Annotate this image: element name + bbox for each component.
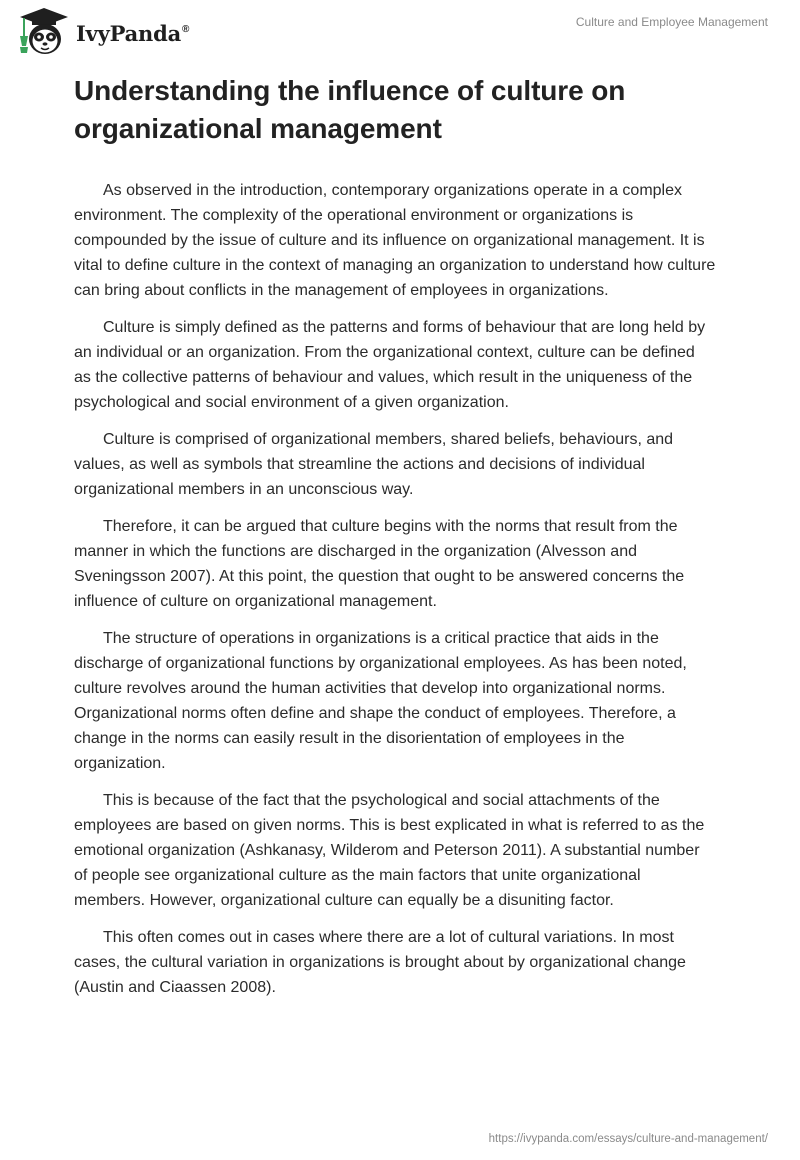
- paragraph: This often comes out in cases where there are a lot of cultural variations. In most cases, the cultural variation in organizations is brought about by organizational change (Austin and Ciaassen 2008).: [74, 929, 686, 996]
- paragraph: Culture is simply defined as the patterns and forms of behaviour that are long held by an individual or an organization. From the organizational context, culture can be defined as the collective patterns of behaviour and values, which result in the uniqueness of the psychological and social environment of a given organization.: [74, 319, 706, 411]
- source-url-link[interactable]: https://ivypanda.com/essays/culture-and-management/: [488, 1133, 768, 1145]
- paragraph: As observed in the introduction, contemporary organizations operate in a complex environment. The complexity of the operational environment or organizations is compounded by the issue of culture and its influence on organizational management. It is vital to define culture in the context of managing an organization to understand how culture can bring about conflicts in the management of employees in organizations.: [74, 182, 716, 299]
- paragraph: This is because of the fact that the psychological and social attachments of the employees are based on given norms. This is best explicated in what is referred to as the emotional organization (Ashkanasy, Wilderom and Peterson 2011). A substantial number of people see organizational culture as the main factors that unite organizational members. However, organizational culture can equally be a disuniting factor.: [74, 792, 705, 909]
- ivypanda-logo[interactable]: [16, 6, 189, 58]
- page-header: [0, 0, 800, 64]
- registered-mark: ®: [182, 23, 190, 35]
- article-heading: Understanding the influence of culture on organizational management: [74, 75, 626, 144]
- paragraph: Culture is comprised of organizational members, shared beliefs, behaviours, and values, as well as symbols that streamline the actions and decisions of individual organizational members in an unconscious way.: [74, 431, 674, 498]
- paragraph: The structure of operations in organizations is a critical practice that aids in the discharge of organizational functions by organizational employees. As has been noted, culture revolves around the human activities that develop into organizational norms. Organizational norms often define and shape the conduct of employees. Therefore, a change in the norms can easily result in the disorientation of employees in the organization.: [74, 630, 687, 772]
- panda-graduate-icon: [16, 6, 72, 58]
- article: [74, 72, 716, 1012]
- paragraph: Therefore, it can be argued that culture begins with the norms that result from the manner in which the functions are discharged in the organization (Alvesson and Sveningsson 2007). At this point, the question that ought to be answered concerns the influence of culture on organizational management.: [74, 518, 685, 610]
- brand-text: IvyPanda: [76, 20, 182, 46]
- brand-name: [76, 21, 189, 46]
- document-title: Culture and Employee Management: [575, 15, 768, 29]
